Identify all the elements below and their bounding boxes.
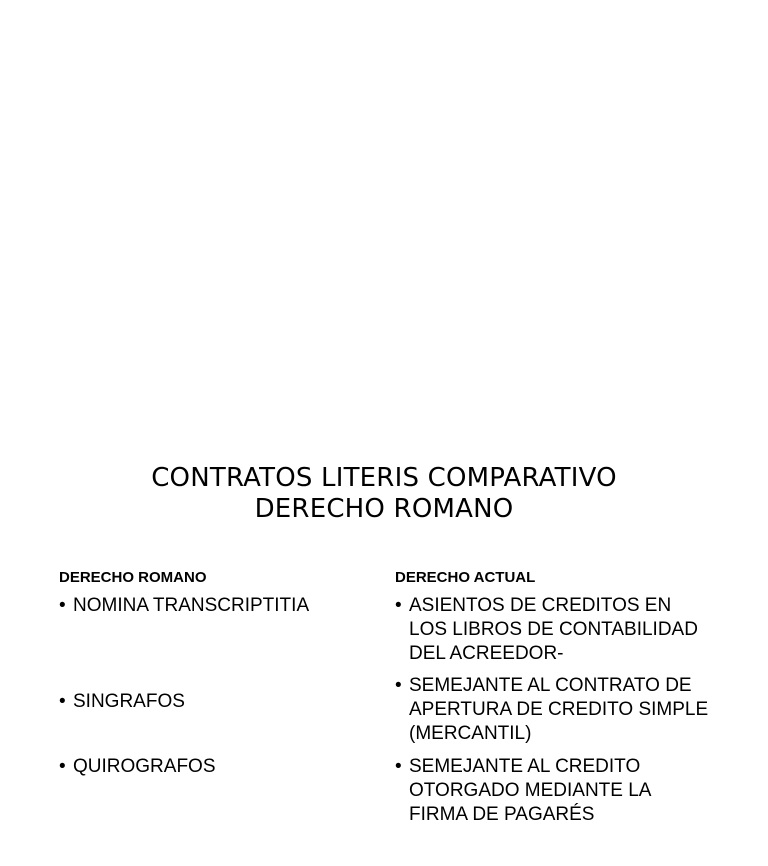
right-column [395,568,715,825]
left-column [59,568,359,777]
slide-title-line-2: DERECHO ROMANO [254,494,514,524]
list-item: • NOMINA TRANSCRIPTITIA [59,594,363,618]
list-item: • SINGRAFOS [59,690,363,714]
list-item: • ASIENTOS DE CREDITOS EN LOS LIBROS DE CONTABILIDAD DEL ACREEDOR- [395,594,709,666]
slide-title [60,463,708,525]
left-column-heading: DERECHO ROMANO [59,569,207,586]
list-item: • SEMEJANTE AL CONTRATO DE APERTURA DE CREDITO SIMPLE (MERCANTIL) [395,674,709,746]
list-item: • SEMEJANTE AL CREDITO OTORGADO MEDIANTE LA FIRMA DE PAGARÉS [395,755,709,827]
list-item: • QUIROGRAFOS [59,755,363,779]
slide-title-line-1: CONTRATOS LITERIS COMPARATIVO [151,463,617,493]
right-column-heading: DERECHO ACTUAL [395,569,536,586]
